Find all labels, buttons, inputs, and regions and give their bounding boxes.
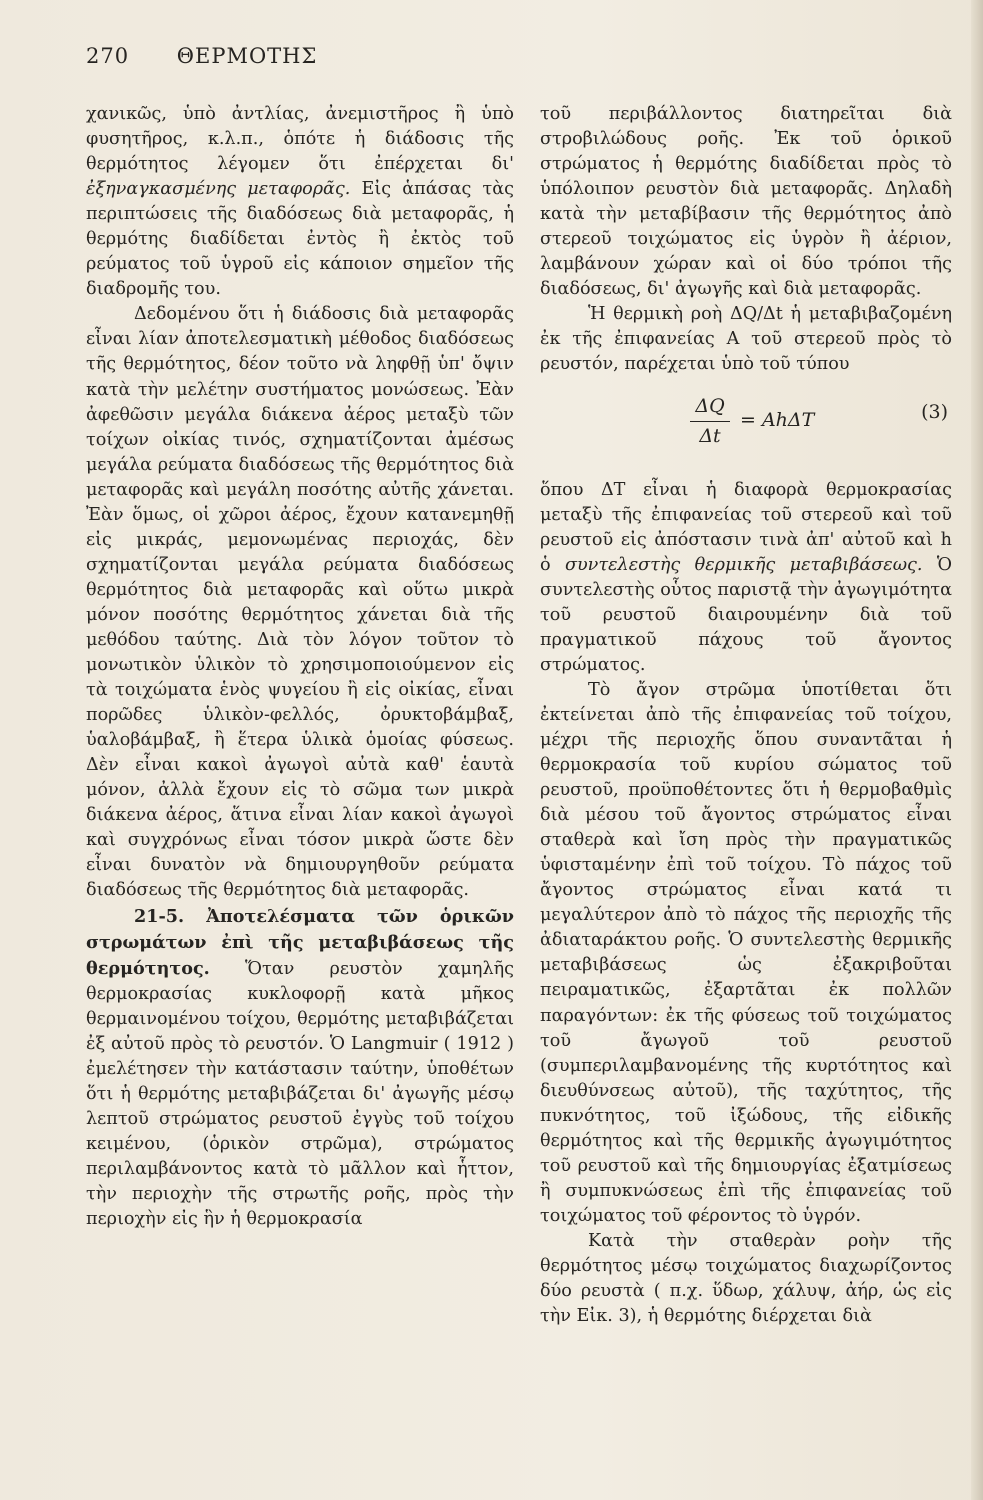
text-run: ὅπου ΔT εἶναι ἡ διαφορὰ θερμοκρασίας μεταξὺ τῆς ἐπιφανείας τοῦ στερεοῦ καὶ τοῦ ρευστοῦ εἰς ἀπόστασιν τινὰ ἀπ' αὐτοῦ καὶ h ὁ	[540, 479, 952, 575]
paragraph	[86, 102, 514, 302]
book-spine	[971, 0, 983, 1500]
paragraph: Τὸ ἄγον στρῶμα ὑποτίθεται ὅτι ἐκτείνεται ἀπὸ τῆς ἐπιφανείας τοῦ τοίχου, μέχρι τῆς περιοχῆς ὅπου συναντᾶται ἡ θερμοκρασία τοῦ κυρίου σώματος τοῦ ρευστοῦ, προϋποθέτοντες ὅτι ἡ θερμοβαθμὶς διὰ μέσου τοῦ ἄγοντος στρώματος εἶναι σταθερὰ καὶ ἴση πρὸς τὴν πραγματικῶς ὑφισταμένην ἐπὶ τοῦ τοίχου. Τὸ πάχος τοῦ ἄγοντος στρώματος εἶναι κατά τι μεγαλύτερον ἀπὸ τὸ πάχος τῆς περιοχῆς τῆς ἀδιαταράκτου ροῆς. Ὁ συντελεστὴς θερμικῆς μεταβιβάσεως ὡς ἐξακριβοῦται πειραματικῶς, ἐξαρτᾶται ἐκ πολλῶν παραγόντων: ἐκ τῆς φύσεως τοῦ τοιχώματος τοῦ ἄγωγοῦ τοῦ ρευστοῦ (συμπεριλαμβανομένης τῆς κυρτότητος καὶ διευθύνσεως αὐτοῦ), τῆς ταχύτητος, τῆς πυκνότητος, τοῦ ἰξώδους, τῆς εἰδικῆς θερμότητος καὶ τῆς θερμικῆς ἀγωγιμότητος τοῦ ρευστοῦ καὶ τῆς δημιουργίας ἐξατμίσεως ἢ συμπυκνώσεως ἐπὶ τῆς ἐπιφανείας τοῦ τοιχώματος τοῦ φέροντος τὸ ὑγρόν.	[540, 679, 952, 1226]
equation-fraction	[690, 394, 730, 449]
paragraph: Δεδομένου ὅτι ἡ διάδοσις διὰ μεταφορᾶς εἶναι λίαν ἀποτελεσματικὴ μέθοδος διαδόσεως τῆς θερμότητος, δέον τοῦτο νὰ ληφθῇ ὑπ' ὄψιν κατὰ τὴν μελέτην συστήματος μονώσεως. Ἐὰν ἀφεθῶσιν μεγάλα διάκενα ἀέρος μεταξὺ τῶν τοίχων οἰκίας τινός, σχηματίζονται ἀμέσως μεγάλα ρεύματα διαδόσεως τῆς θερμότητος διὰ μεταφορᾶς καὶ μεγάλη ποσότης αὐτῆς χάνεται. Ἐὰν ὅμως, οἱ χῶροι ἀέρος, ἔχουν κατανεμηθῇ εἰς μικράς, μεμονωμένας περιοχάς, δὲν σχηματίζονται μεγάλα ρεύματα διαδόσεως θερμότητος διὰ μεταφορᾶς καὶ οὕτω μικρὰ μόνον ποσότης θερμότητος χάνεται διὰ τῆς μεθόδου ταύτης. Διὰ τὸν λόγον τοῦτον τὸ μονωτικὸν ὑλικὸν τὸ χρησιμοποιούμενον εἰς τὰ τοιχώματα ἑνὸς ψυγείου ἢ εἰς οἰκίας, εἶναι πορῶδες ὑλικὸν-φελλός, ὀρυκτοβάμβαξ, ὑαλοβάμβαξ, ἢ ἕτερα ὑλικὰ ὁμοίας φύσεως. Δὲν εἶναι κακοὶ ἀγωγοὶ αὐτὰ καθ' ἑαυτὰ μόνον, ἀλλὰ ἔχουν εἰς τὸ σῶμα των μικρὰ διάκενα ἀέρος, ἅτινα εἶναι λίαν κακοὶ ἀγωγοὶ καὶ συγχρόνως εἶναι τόσον μικρὰ ὥστε δὲν εἶναι δυνατὸν νὰ δημιουργηθοῦν ρεύματα διαδόσεως τῆς θερμότητος διὰ μεταφορᾶς.	[86, 304, 514, 901]
paragraph: Κατὰ τὴν σταθερὰν ροὴν τῆς θερμότητος μέσῳ τοιχώματος διαχωρίζοντος δύο ρευστὰ ( π.χ. ὕδωρ, χάλυψ, ἀήρ, ὡς εἰς τὴν Εἰκ. 3), ἡ θερμότης διέρχεται διὰ	[540, 1230, 952, 1327]
section-paragraph	[86, 904, 514, 1233]
equation-rhs: = AhΔT	[740, 408, 815, 431]
equation-denominator: Δt	[699, 424, 721, 447]
text-run: Ὁ συντελεστὴς οὗτος παριστᾷ τὴν ἀγωγιμότητα τοῦ ρευστοῦ διαιρουμένην διὰ τοῦ πραγματικοῦ πάχους τοῦ ἄγοντος στρώματος.	[540, 554, 953, 675]
left-column	[86, 102, 514, 1232]
right-column	[540, 102, 952, 1329]
italic-term: ἐξηναγκασμένης μεταφορᾶς.	[86, 179, 351, 200]
section-heading: 21-5. Ἀποτελέσματα τῶν ὁρικῶν στρωμάτων ἐπὶ τῆς μεταβιβάσεως τῆς θερμότητος.	[86, 905, 514, 979]
paragraph: τοῦ περιβάλλοντος διατηρεῖται διὰ στροβιλώδους ροῆς. Ἐκ τοῦ ὁρικοῦ στρώματος ἡ θερμότης διαδίδεται πρὸς τὸ ὑπόλοιπον ρευστὸν διὰ μεταφορᾶς. Δηλαδὴ κατὰ τὴν μεταβίβασιν τῆς θερμότητος ἀπὸ στερεοῦ τοιχώματος εἰς ὑγρὸν ἢ ἀέριον, λαμβάνουν χώραν καὶ οἱ δύο τρόποι τῆς διαδόσεως, δι' ἀγωγῆς καὶ διὰ μεταφορᾶς.	[540, 104, 952, 300]
equation	[540, 378, 952, 478]
paragraph: Ἡ θερμικὴ ροὴ ΔQ/Δt ἡ μεταβιβαζομένη ἐκ τῆς ἐπιφανείας A τοῦ στερεοῦ πρὸς τὸ ρευστόν, παρέχεται ὑπὸ τοῦ τύπου	[540, 304, 952, 375]
running-title: ΘΕΡΜΟΤΗΣ	[176, 44, 318, 68]
page-number: 270	[86, 44, 130, 68]
text-run: Ὅταν ρευστὸν χαμηλῆς θερμοκρασίας κυκλοφορῇ κατὰ μῆκος θερμαινομένου τοίχου, θερμότης μεταβιβάζεται ἐξ αὐτοῦ πρὸς τὸ ρευστόν. Ὁ Langmuir ( 1912 ) ἐμελέτησεν τὴν κατάστασιν ταύτην, ὑποθέτων ὅτι ἡ θερμότης μεταβιβάζεται δι' ἀγωγῆς μέσῳ λεπτοῦ στρώματος ρευστοῦ ἐγγὺς τοῦ τοίχου κειμένου, (ὁρικὸν στρῶμα), στρώματος περιλαμβάνοντος κατὰ τὸ μᾶλλον καὶ ἧττον, τὴν περιοχὴν τῆς στρωτῆς ροῆς, πρὸς τὴν περιοχὴν εἰς ἣν ἡ θερμοκρασία	[86, 958, 514, 1230]
italic-term: συντελεστὴς θερμικῆς μεταβιβάσεως.	[564, 554, 923, 575]
fraction-bar	[690, 421, 730, 422]
text-run: χανικῶς, ὑπὸ ἀντλίας, ἀνεμιστῆρος ἢ ὑπὸ φυσητῆρος, κ.λ.π., ὁπότε ἡ διάδοσις τῆς θερμότητος λέγομεν ὅτι ἐπέρχεται δι'	[86, 104, 514, 175]
paragraph	[540, 478, 952, 678]
equation-label: (3)	[921, 400, 948, 423]
page-header	[86, 44, 317, 68]
text-run: Εἰς ἁπάσας τὰς περιπτώσεις τῆς διαδόσεως διὰ μεταφορᾶς, ἡ θερμότης διαδίδεται ἐντὸς ἢ ἐκτὸς τοῦ ρεύματος τοῦ ὑγροῦ εἰς κάποιον σημεῖον τῆς διαδρομῆς του.	[86, 179, 514, 300]
equation-numerator: ΔQ	[695, 394, 725, 417]
